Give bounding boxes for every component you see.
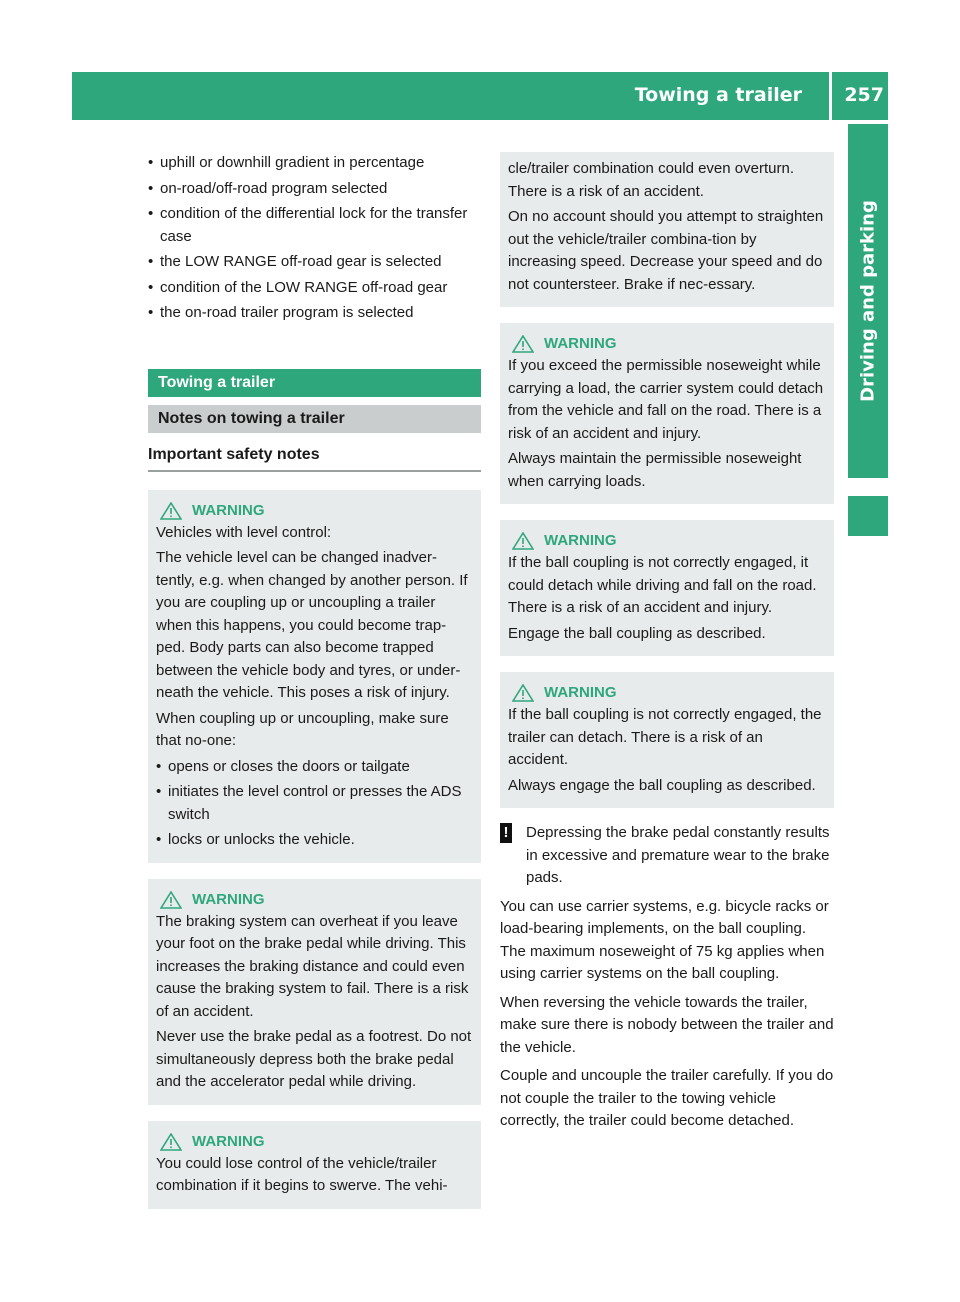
list-item: • initiates the level control or presses the ADS switch — [156, 781, 473, 826]
warning-label: WARNING — [192, 1132, 265, 1150]
warning-header — [156, 500, 473, 522]
warning-triangle-icon — [160, 891, 182, 909]
warning-box — [500, 520, 834, 656]
warning-header — [508, 530, 826, 552]
exclamation-icon: ! — [500, 823, 512, 843]
warning-text: When coupling up or uncoupling, make sure that no-one: — [156, 709, 449, 749]
warning-text: The vehicle level can be changed inadver-tently, e.g. when changed by another person. If you are coupling up or uncoupling a trailer when this happens, you could become trap-ped. Body parts can also become trapped between the vehicle body and tyres, or under-neath the vehicle. This poses a risk of injury. — [156, 549, 468, 701]
left-column — [148, 152, 481, 1209]
list-item: • on-road/off-road program selected — [148, 178, 481, 201]
warning-text: If the ball coupling is not correctly engaged, the trailer can detach. There is a risk of an accident. — [508, 706, 822, 768]
warning-text: Vehicles with level control: — [156, 523, 332, 541]
warning-triangle-icon — [512, 335, 534, 353]
chapter-tab — [848, 124, 888, 478]
warning-header — [156, 889, 473, 911]
chapter-marker — [848, 496, 888, 536]
warning-box — [500, 672, 834, 808]
warning-box-continued — [500, 152, 834, 307]
section-title: Towing a trailer — [148, 369, 481, 397]
warning-text: If the ball coupling is not correctly engaged, it could detach while driving and fall on the road. There is a risk of an accident and injury. — [508, 554, 817, 616]
list-item: • the on-road trailer program is selected — [148, 302, 481, 325]
subsection-title: Notes on towing a trailer — [148, 405, 481, 433]
header-title: Towing a trailer — [634, 84, 802, 106]
body-paragraph: You can use carrier systems, e.g. bicycle racks or load-bearing implements, on the ball coupling. The maximum noseweight of 75 kg applies when using carrier systems on the ball coupling. — [500, 897, 829, 982]
warning-label: WARNING — [192, 501, 265, 519]
warning-header — [156, 1131, 473, 1153]
list-item: • the LOW RANGE off-road gear is selected — [148, 251, 481, 274]
warning-text: Always maintain the permissible noseweight when carrying loads. — [508, 450, 802, 490]
warning-text: You could lose control of the vehicle/trailer combination if it begins to swerve. The vehi- — [156, 1154, 448, 1194]
list-item: • uphill or downhill gradient in percentage — [148, 152, 481, 175]
warning-box — [148, 490, 481, 863]
warning-label: WARNING — [192, 890, 265, 908]
warning-text: Never use the brake pedal as a footrest. Do not simultaneously depress both the brake pedal and the accelerator pedal while driving. — [156, 1028, 472, 1090]
sub-heading: Important safety notes — [148, 444, 481, 472]
warning-text: Always engage the ball coupling as described. — [508, 776, 816, 794]
list-item: • condition of the LOW RANGE off-road gear — [148, 277, 481, 300]
body-paragraph: When reversing the vehicle towards the trailer, make sure there is nobody between the trailer and the vehicle. — [500, 993, 834, 1056]
header-divider — [829, 72, 832, 120]
right-column — [500, 152, 834, 1133]
page-header — [72, 72, 888, 120]
warning-box — [148, 879, 481, 1105]
warning-triangle-icon — [512, 532, 534, 550]
warning-text: If you exceed the permissible noseweight while carrying a load, the carrier system could detach from the vehicle and fall on the road. There is a risk of an accident and injury. — [508, 357, 824, 442]
warning-header — [508, 682, 826, 704]
warning-triangle-icon — [160, 1133, 182, 1151]
list-item: • locks or unlocks the vehicle. — [156, 829, 473, 852]
list-item: • condition of the differential lock for the transfer case — [148, 203, 481, 248]
warning-text: On no account should you attempt to straighten out the vehicle/trailer combina-tion by increasing speed. Decrease your speed and do not countersteer. Brake if nec-essary. — [508, 208, 824, 293]
chapter-tab-label: Driving and parking — [857, 200, 879, 402]
caution-note-text: Depressing the brake pedal constantly results in excessive and premature wear to the brake pads. — [526, 824, 830, 886]
page-number: 257 — [844, 84, 884, 106]
warning-label: WARNING — [544, 335, 617, 352]
warning-label: WARNING — [544, 532, 617, 549]
warning-text: Engage the ball coupling as described. — [508, 624, 766, 642]
caution-note — [500, 822, 834, 890]
feature-list — [148, 152, 481, 325]
warning-label: WARNING — [544, 684, 617, 701]
warning-list — [156, 756, 473, 852]
warning-text: The braking system can overheat if you leave your foot on the brake pedal while driving. This increases the braking distance and could even cause the braking system to fail. There is a risk of an accident. — [156, 912, 469, 1020]
warning-header — [508, 333, 826, 355]
warning-triangle-icon — [160, 502, 182, 520]
list-item: • opens or closes the doors or tailgate — [156, 756, 473, 779]
warning-box — [148, 1121, 481, 1209]
warning-box — [500, 323, 834, 504]
warning-triangle-icon — [512, 684, 534, 702]
warning-text: cle/trailer combination could even overturn. There is a risk of an accident. — [508, 160, 794, 200]
body-paragraph: Couple and uncouple the trailer carefully. If you do not couple the trailer to the towing vehicle correctly, the trailer could become detached. — [500, 1067, 834, 1129]
